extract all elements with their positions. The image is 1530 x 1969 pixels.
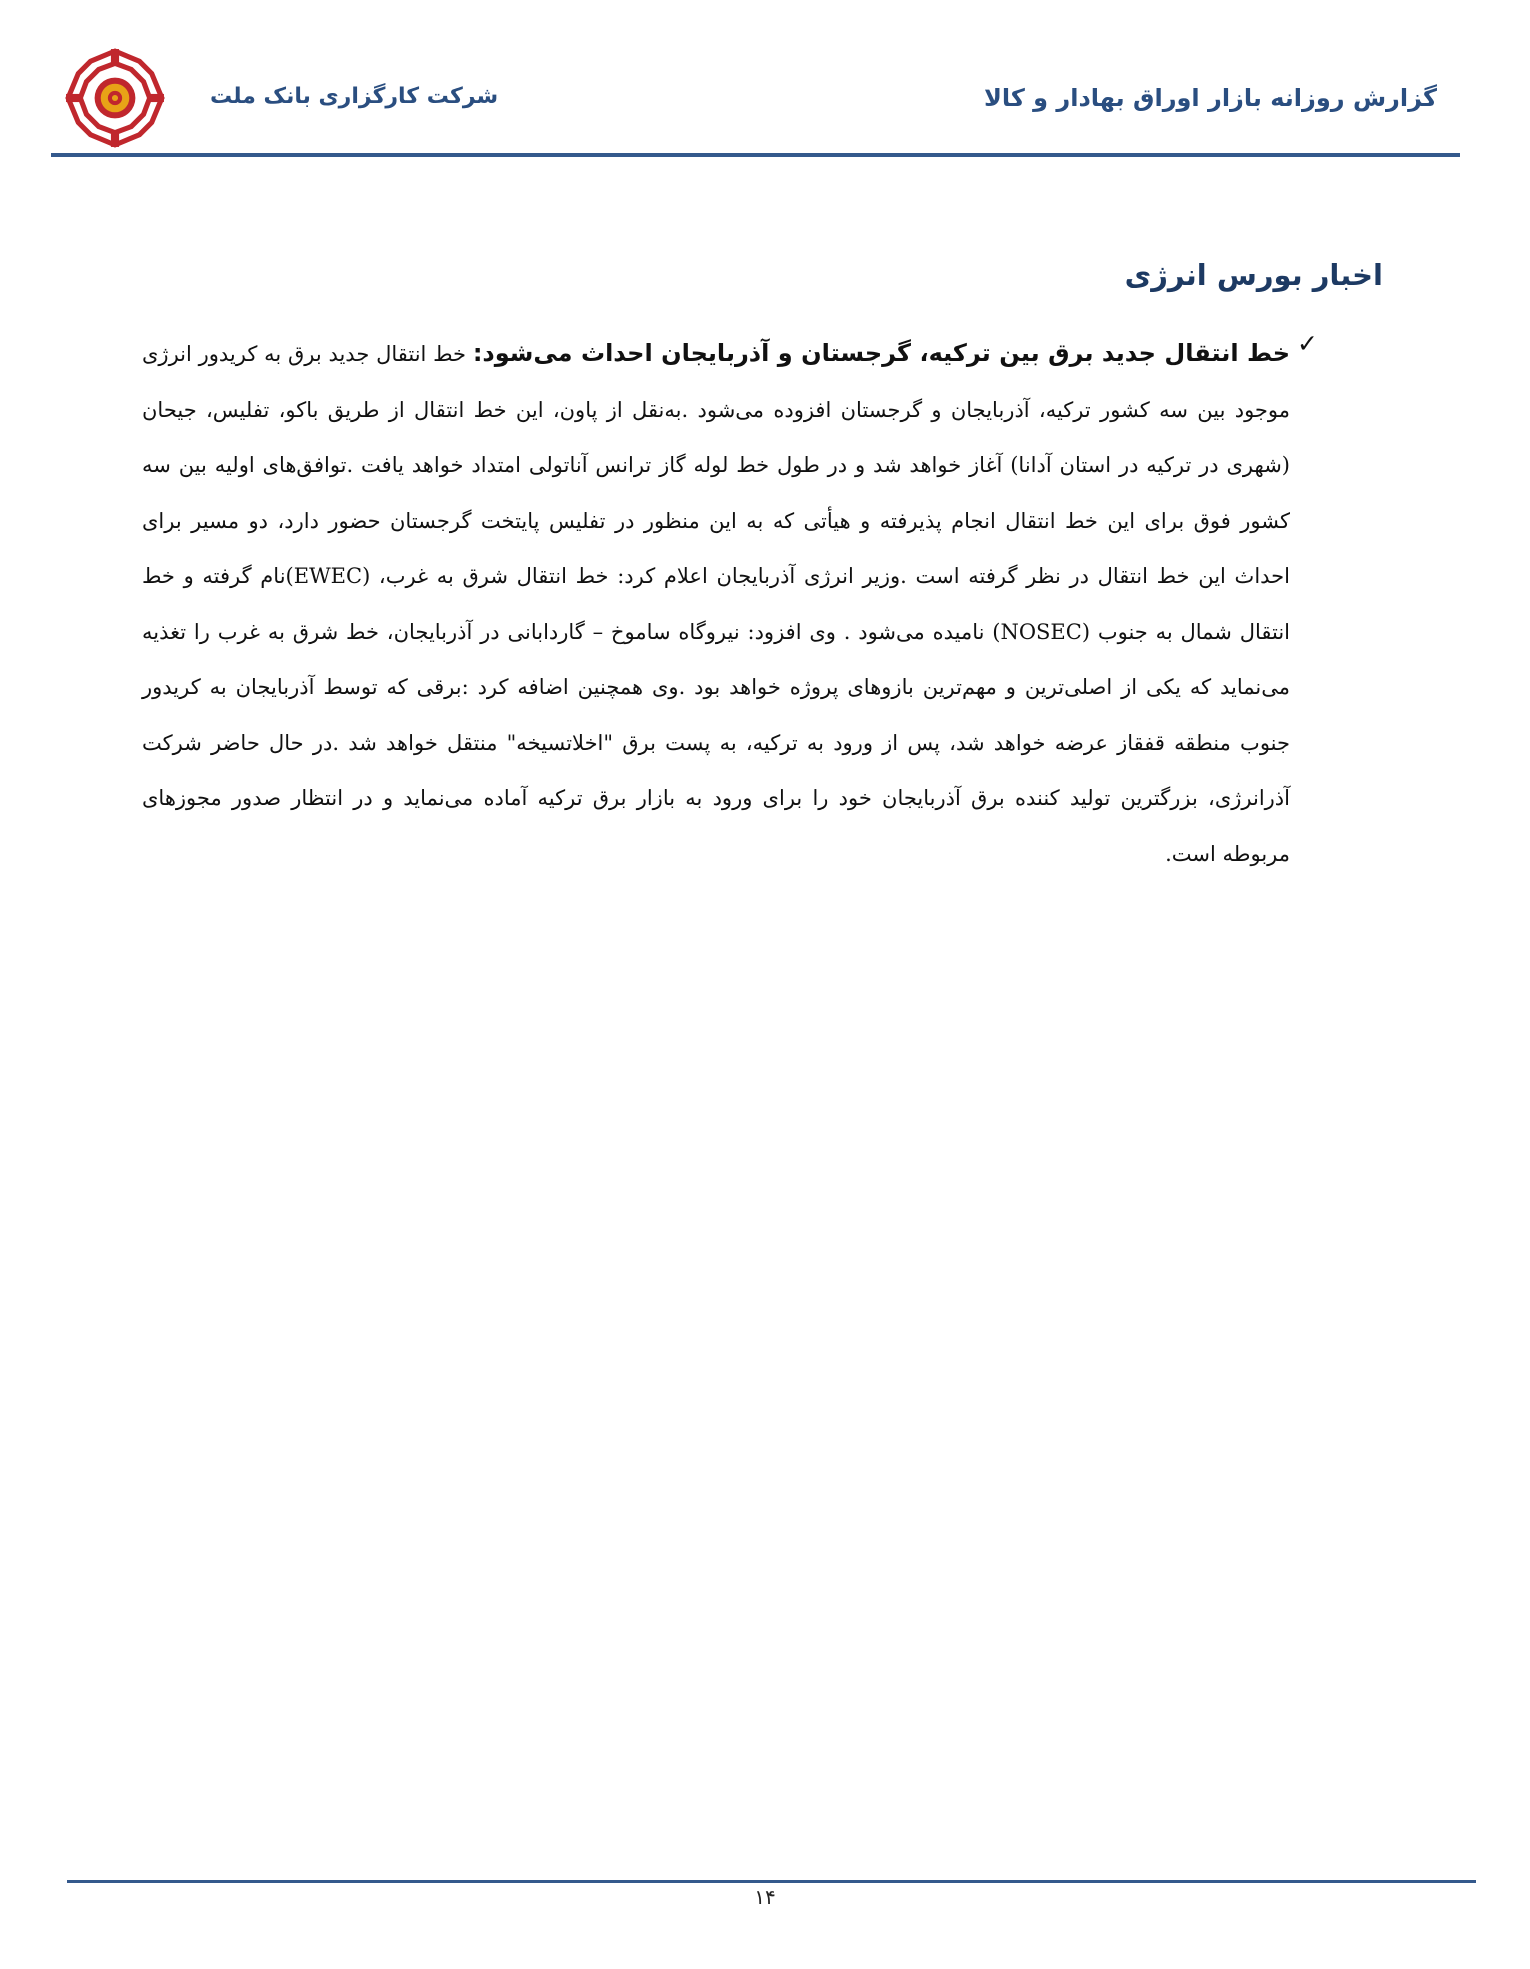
article-body: خط انتقال جدید برق به کریدور انرژی موجود بین سه کشور ترکیه، آذربایجان و گرجستان افزوده می‌شود .به‌نقل از پاون، این خط انتقال از طریق باکو، تفلیس، جیحان (شهری در ترکیه در استان آدانا) آغاز خواهد شد و در طول خط لوله گاز ترانس آناتولی امتداد خواهد یافت .توافق‌های اولیه بین سه کشور فوق برای این خط انتقال انجام پذیرفته و هیأتی که به این منظور در تفلیس پایتخت گرجستان حضور دارد، دو مسیر برای احداث این خط انتقال در نظر گرفته است .وزیر انرژی آذربایجان اعلام کرد: خط انتقال شرق به غرب، (EWEC)نام گرفته و خط انتقال شمال به جنوب (NOSEC) نامیده می‌شود . وی افزود: نیروگاه ساموخ – گاردابانی در آذربایجان، خط شرق به غرب را تغذیه می‌نماید که یکی از اصلی‌ترین و مهم‌ترین بازوهای پروژه خواهد بود .وی همچنین اضافه کرد :برقی که توسط آذربایجان به کریدور جنوب منطقه قفقاز عرضه خواهد شد، پس از ورود به ترکیه، به پست برق "اخلاتسیخه" منتقل خواهد شد .در حال حاضر شرکت آذرانرژی، بزرگترین تولید کننده برق آذربایجان خود را برای ورود به بازار برق ترکیه آماده می‌نماید و در انتظار صدور مجوزهای مربوطه است. (142, 342, 1291, 866)
check-icon: ✓ (1297, 329, 1318, 358)
article-title: خط انتقال جدید برق بین ترکیه، گرجستان و آذربایجان احداث می‌شود: (472, 339, 1290, 367)
section-heading: اخبار بورس انرژی (1124, 258, 1383, 292)
report-title: گزارش روزانه بازار اوراق بهادار و کالا (983, 84, 1437, 112)
footer-divider (67, 1880, 1476, 1883)
company-name: شرکت کارگزاری بانک ملت (210, 84, 499, 109)
page-header (0, 0, 1530, 160)
header-divider (51, 153, 1460, 157)
news-article (142, 326, 1290, 882)
bank-mellat-logo-icon (64, 47, 166, 149)
page-number: ۱۴ (754, 1885, 776, 1909)
